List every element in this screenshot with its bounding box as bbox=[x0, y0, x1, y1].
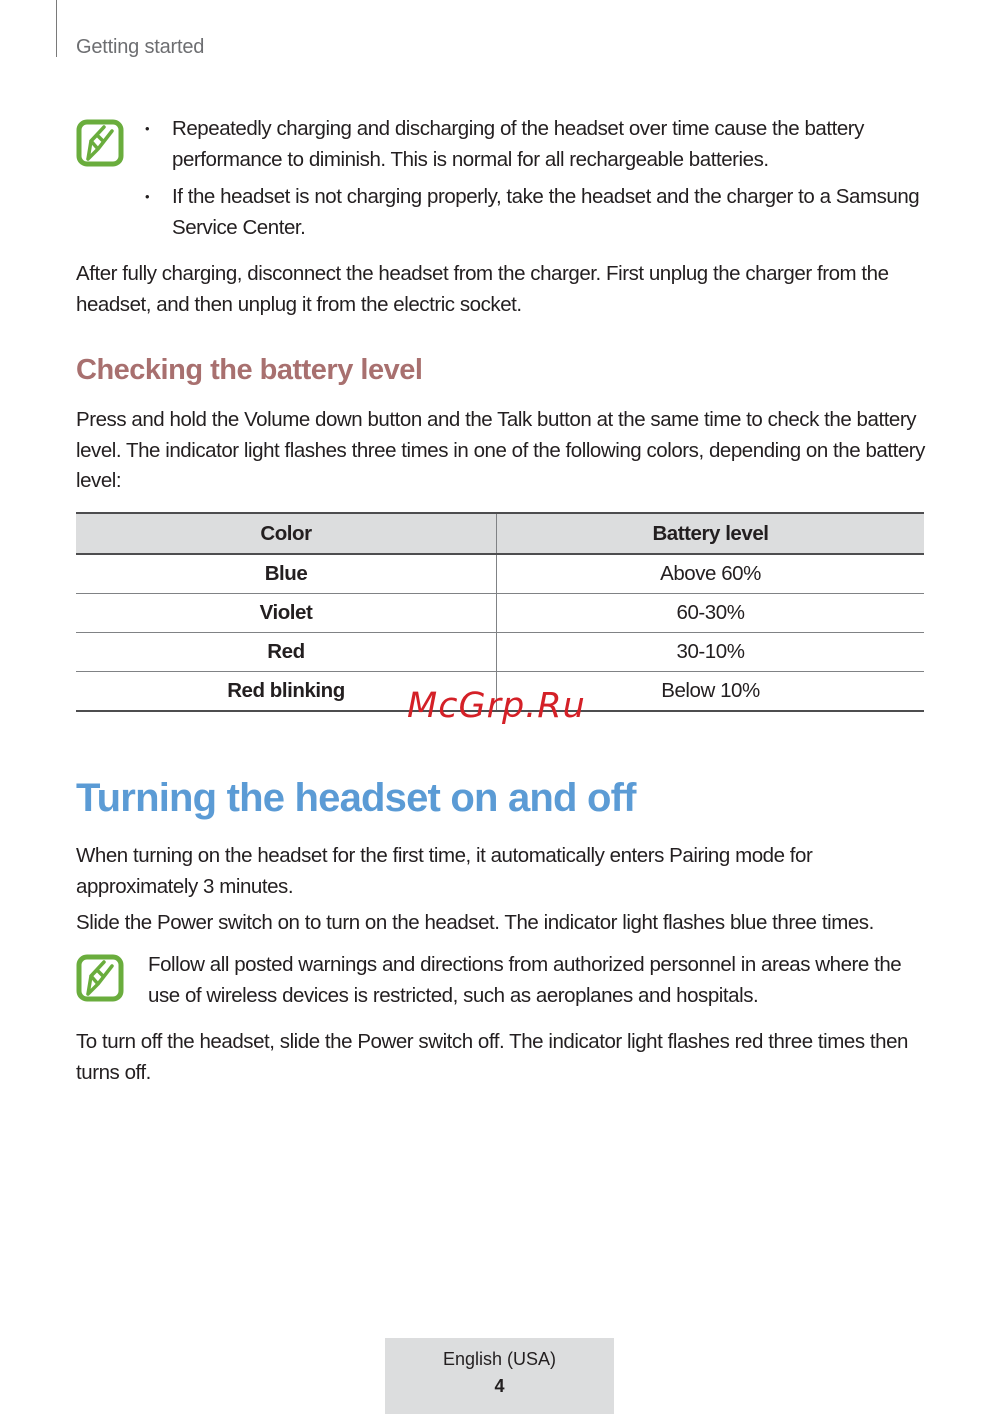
table-row bbox=[76, 554, 924, 594]
after-charging-paragraph: After fully charging, disconnect the headset from the charger. First unplug the charger from the headset, and then unplug it from the electric socket. bbox=[76, 262, 889, 316]
battery-section-paragraph: Press and hold the Volume down button and the Talk button at the same time to check the battery level. The indicator light flashes three times in one of the following colors, depending on the battery level: bbox=[76, 408, 925, 492]
cell-battery-level: Above 60% bbox=[497, 554, 925, 594]
battery-level-table bbox=[76, 512, 924, 712]
table-row bbox=[76, 633, 924, 672]
note-bullet-item: • Repeatedly charging and discharging of the headset over time cause the battery performance to diminish. This is normal for all rechargeable batteries. bbox=[140, 114, 930, 175]
footer-language: English (USA) bbox=[442, 1349, 557, 1369]
cell-battery-level: 60-30% bbox=[497, 594, 925, 633]
note-pencil-icon bbox=[76, 954, 124, 1002]
table-row bbox=[76, 594, 924, 633]
note-bullet-item: • If the headset is not charging properly, take the headset and the charger to a Samsung Service Center. bbox=[140, 182, 930, 243]
table-header-row bbox=[76, 513, 924, 554]
note-pencil-icon bbox=[76, 119, 124, 167]
cell-color: Red blinking bbox=[76, 672, 497, 712]
column-header-color: Color bbox=[76, 513, 497, 554]
power-section-heading: Turning the headset on and off bbox=[76, 776, 636, 820]
section-title: Getting started bbox=[76, 36, 205, 58]
cell-color: Blue bbox=[76, 554, 497, 594]
power-paragraph-first-time: When turning on the headset for the first time, it automatically enters Pairing mode for approximately 3 minutes. bbox=[76, 844, 813, 898]
power-paragraph-turn-off: To turn off the headset, slide the Power switch off. The indicator light flashes red three times then turns off. bbox=[76, 1030, 908, 1084]
column-header-battery-level: Battery level bbox=[497, 513, 925, 554]
note-bullet-list bbox=[140, 114, 930, 250]
battery-section-heading: Checking the battery level bbox=[76, 354, 423, 386]
page-footer bbox=[385, 1338, 614, 1414]
watermark: McGrp.Ru bbox=[407, 686, 586, 726]
header-divider bbox=[56, 0, 57, 57]
page-number: 4 bbox=[494, 1376, 505, 1396]
cell-battery-level: 30-10% bbox=[497, 633, 925, 672]
wireless-restriction-note: Follow all posted warnings and directions from authorized personnel in areas where the use of wireless devices is restricted, such as aeroplanes and hospitals. bbox=[148, 953, 902, 1007]
power-paragraph-turn-on: Slide the Power switch on to turn on the headset. The indicator light flashes blue three times. bbox=[76, 911, 874, 934]
cell-color: Violet bbox=[76, 594, 497, 633]
cell-battery-level: Below 10% bbox=[497, 672, 925, 712]
cell-color: Red bbox=[76, 633, 497, 672]
